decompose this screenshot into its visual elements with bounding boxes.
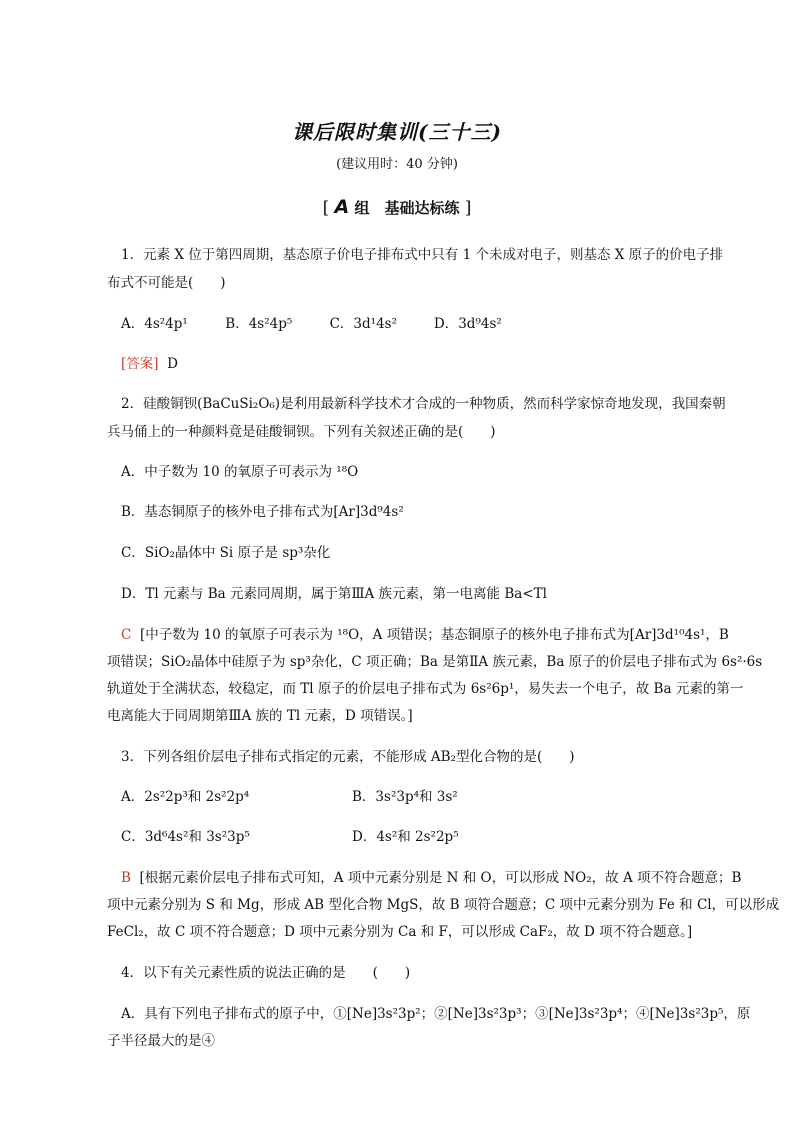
q1-answer-value: D: [167, 356, 178, 372]
q3-explanation-line-3: FeCl₂，故 C 项不符合题意；D 项中元素分别为 Ca 和 F，可以形成 CaF₂，故 D 项不符合题意。]: [107, 924, 693, 940]
q1-option-c: C．3d¹4s²: [329, 316, 397, 332]
q4-option-a-line-1: A．具有下列电子排布式的原子中，①[Ne]3s²3p²；②[Ne]3s²3p³；③[Ne]3s²3p⁴；④[Ne]3s²3p⁵，原: [121, 1006, 751, 1022]
q1-option-b: B．4s²4p⁵: [225, 316, 293, 332]
q2-explanation-text: [中子数为 10 的氧原子可表示为 ¹⁸O，A 项错误；基态铜原子的核外电子排布式为[Ar]3d¹⁰4s¹，B: [139, 627, 729, 643]
q3-explanation-line-1: [121, 866, 742, 886]
group-label: 组 基础达标练: [354, 199, 460, 217]
q2-stem-line-2: 兵马俑上的一种颜料竟是硅酸铜钡。下列有关叙述正确的是( ): [107, 424, 496, 440]
q2-option-c: C．SiO₂晶体中 Si 原子是 sp³杂化: [121, 545, 331, 561]
q1-option-d: D．3d⁹4s²: [433, 316, 502, 332]
q3-options-row-2: [121, 825, 736, 845]
q2-option-a: A．中子数为 10 的氧原子可表示为 ¹⁸O: [121, 464, 359, 480]
time-suggestion: (建议用时：40 分钟): [336, 157, 458, 172]
q3-option-b: B．3s²3p⁴和 3s²: [352, 789, 458, 805]
group-heading: [0, 196, 794, 218]
q2-explanation-line-1: [121, 623, 736, 643]
q2-explanation-line-2: 项错误；SiO₂晶体中硅原子为 sp³杂化，C 项正确；Ba 是第ⅡA 族元素，Ba 原子的价层电子排布式为 6s²·6s: [107, 654, 763, 670]
q2-option-b: B．基态铜原子的核外电子排布式为[Ar]3d⁹4s²: [121, 504, 404, 520]
q2-explanation-line-4: 电离能大于同周期第ⅢA 族的 Tl 元素，D 项错误。]: [107, 708, 413, 724]
page-title: 课后限时集训(三十三): [292, 120, 502, 144]
q1-answer: [121, 352, 736, 372]
q2-stem-line-1: 2．硅酸铜钡(BaCuSi₂O₆)是利用最新科学技术才合成的一种物质，然而科学家惊奇地发现，我国秦朝: [121, 396, 726, 412]
q3-answer-letter: B: [121, 870, 131, 886]
bracket-right: ]: [464, 198, 472, 218]
q4-stem: 4．以下有关元素性质的说法正确的是 ( ): [121, 965, 411, 981]
q2-explanation-line-3: 轨道处于全满状态，较稳定，而 Tl 原子的价层电子排布式为 6s²6p¹，易失去一个电子，故 Ba 元素的第一: [107, 681, 744, 697]
q4-option-a-line-2: 子半径最大的是④: [107, 1033, 215, 1049]
q3-option-c: C．3d⁶4s²和 3s²3p⁵: [121, 829, 250, 845]
bracket-left: [: [322, 198, 330, 218]
q2-answer-letter: C: [121, 627, 132, 643]
q1-stem-line-1: 1．元素 X 位于第四周期，基态原子价电子排布式中只有 1 个未成对电子，则基态 X 原子的价电子排: [121, 247, 724, 263]
answer-tag: [答案]: [121, 356, 159, 372]
q3-explanation-text: [根据元素价层电子排布式可知，A 项中元素分别是 N 和 O，可以形成 NO₂，故 A 项不符合题意；B: [139, 870, 742, 886]
q3-explanation-line-2: 项中元素分别为 S 和 Mg，形成 AB 型化合物 MgS，故 B 项符合题意；C 项中元素分别为 Fe 和 Cl，可以形成: [107, 897, 780, 913]
q3-stem: 3．下列各组价层电子排布式指定的元素，不能形成 AB₂型化合物的是( ): [121, 749, 575, 765]
q1-options: [121, 312, 736, 332]
q3-option-a: A．2s²2p³和 2s²2p⁴: [121, 789, 250, 805]
q2-option-d: D．Tl 元素与 Ba 元素同周期，属于第ⅢA 族元素，第一电离能 Ba<Tl: [121, 586, 547, 602]
q1-stem-line-2: 布式不可能是( ): [107, 275, 226, 291]
q3-option-d: D．4s²和 2s²2p⁵: [352, 829, 459, 845]
q1-option-a: A．4s²4p¹: [121, 316, 188, 332]
group-letter: A: [334, 196, 350, 218]
q3-options-row-1: [121, 785, 736, 805]
